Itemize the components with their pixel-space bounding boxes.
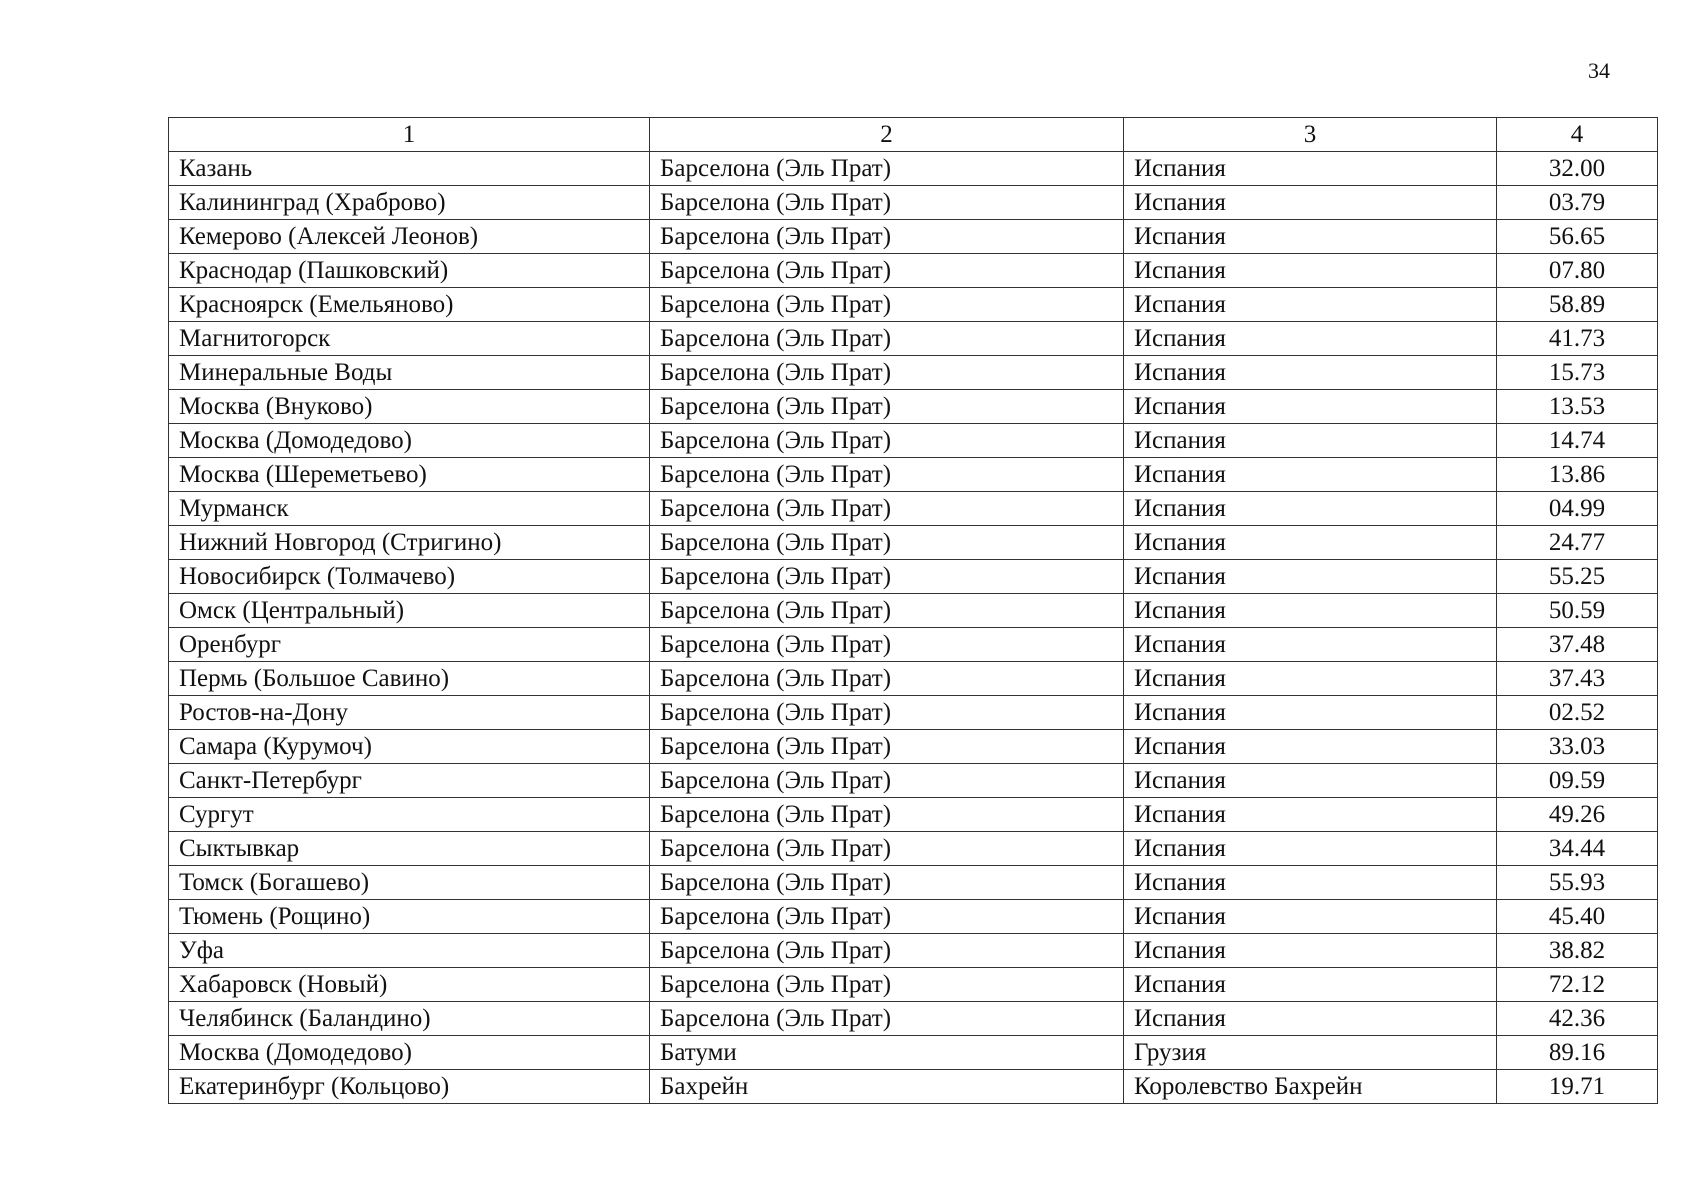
country-cell: Испания: [1124, 390, 1497, 424]
destination-airport-cell: Барселона (Эль Прат): [650, 1002, 1124, 1036]
departure-city-cell: Калининград (Храброво): [169, 186, 650, 220]
departure-city-cell: Казань: [169, 152, 650, 186]
value-cell: 56.65: [1497, 220, 1658, 254]
value-cell: 50.59: [1497, 594, 1658, 628]
table-row: [169, 458, 1658, 492]
country-cell: Испания: [1124, 424, 1497, 458]
column-header-1: 1: [169, 118, 650, 152]
destination-airport-cell: Батуми: [650, 1036, 1124, 1070]
departure-city-cell: Омск (Центральный): [169, 594, 650, 628]
country-cell: Испания: [1124, 560, 1497, 594]
value-cell: 13.53: [1497, 390, 1658, 424]
table-body: [169, 152, 1658, 1104]
departure-city-cell: Пермь (Большое Савино): [169, 662, 650, 696]
country-cell: Испания: [1124, 458, 1497, 492]
value-cell: 37.48: [1497, 628, 1658, 662]
departure-city-cell: Москва (Домодедово): [169, 1036, 650, 1070]
departure-city-cell: Екатеринбург (Кольцово): [169, 1070, 650, 1104]
departure-city-cell: Тюмень (Рощино): [169, 900, 650, 934]
departure-city-cell: Красноярск (Емельяново): [169, 288, 650, 322]
destination-airport-cell: Барселона (Эль Прат): [650, 152, 1124, 186]
destination-airport-cell: Барселона (Эль Прат): [650, 662, 1124, 696]
table-row: [169, 288, 1658, 322]
table-row: [169, 526, 1658, 560]
table-header-row: [169, 118, 1658, 152]
country-cell: Испания: [1124, 696, 1497, 730]
table-row: [169, 390, 1658, 424]
table-row: [169, 356, 1658, 390]
destination-airport-cell: Барселона (Эль Прат): [650, 186, 1124, 220]
table-row: [169, 934, 1658, 968]
value-cell: 41.73: [1497, 322, 1658, 356]
country-cell: Испания: [1124, 798, 1497, 832]
destination-airport-cell: Барселона (Эль Прат): [650, 560, 1124, 594]
departure-city-cell: Самара (Курумоч): [169, 730, 650, 764]
departure-city-cell: Кемерово (Алексей Леонов): [169, 220, 650, 254]
destination-airport-cell: Барселона (Эль Прат): [650, 220, 1124, 254]
value-cell: 38.82: [1497, 934, 1658, 968]
value-cell: 72.12: [1497, 968, 1658, 1002]
table-row: [169, 696, 1658, 730]
value-cell: 09.59: [1497, 764, 1658, 798]
page-number: 34: [1588, 58, 1610, 83]
destination-airport-cell: Барселона (Эль Прат): [650, 798, 1124, 832]
departure-city-cell: Краснодар (Пашковский): [169, 254, 650, 288]
destination-airport-cell: Барселона (Эль Прат): [650, 900, 1124, 934]
destination-airport-cell: Барселона (Эль Прат): [650, 696, 1124, 730]
country-cell: Испания: [1124, 322, 1497, 356]
table-row: [169, 152, 1658, 186]
value-cell: 55.25: [1497, 560, 1658, 594]
country-cell: Испания: [1124, 900, 1497, 934]
column-header-3: 3: [1124, 118, 1497, 152]
destination-airport-cell: Барселона (Эль Прат): [650, 288, 1124, 322]
table-row: [169, 798, 1658, 832]
column-header-2: 2: [650, 118, 1124, 152]
table-row: [169, 628, 1658, 662]
table-row: [169, 220, 1658, 254]
departure-city-cell: Минеральные Воды: [169, 356, 650, 390]
country-cell: Испания: [1124, 832, 1497, 866]
departure-city-cell: Москва (Домодедово): [169, 424, 650, 458]
country-cell: Испания: [1124, 152, 1497, 186]
country-cell: Испания: [1124, 186, 1497, 220]
value-cell: 02.52: [1497, 696, 1658, 730]
table-row: [169, 594, 1658, 628]
table-row: [169, 968, 1658, 1002]
country-cell: Испания: [1124, 968, 1497, 1002]
departure-city-cell: Сургут: [169, 798, 650, 832]
country-cell: Испания: [1124, 730, 1497, 764]
column-header-4: 4: [1497, 118, 1658, 152]
destination-airport-cell: Барселона (Эль Прат): [650, 322, 1124, 356]
value-cell: 42.36: [1497, 1002, 1658, 1036]
departure-city-cell: Сыктывкар: [169, 832, 650, 866]
destination-airport-cell: Барселона (Эль Прат): [650, 866, 1124, 900]
departure-city-cell: Магнитогорск: [169, 322, 650, 356]
value-cell: 14.74: [1497, 424, 1658, 458]
value-cell: 37.43: [1497, 662, 1658, 696]
value-cell: 15.73: [1497, 356, 1658, 390]
value-cell: 49.26: [1497, 798, 1658, 832]
country-cell: Испания: [1124, 764, 1497, 798]
table-row: [169, 1002, 1658, 1036]
country-cell: Испания: [1124, 220, 1497, 254]
table-row: [169, 662, 1658, 696]
table-row: [169, 254, 1658, 288]
value-cell: 07.80: [1497, 254, 1658, 288]
value-cell: 32.00: [1497, 152, 1658, 186]
value-cell: 13.86: [1497, 458, 1658, 492]
country-cell: Испания: [1124, 254, 1497, 288]
value-cell: 45.40: [1497, 900, 1658, 934]
table-row: [169, 832, 1658, 866]
country-cell: Королевство Бахрейн: [1124, 1070, 1497, 1104]
value-cell: 55.93: [1497, 866, 1658, 900]
departure-city-cell: Москва (Шереметьево): [169, 458, 650, 492]
table-row: [169, 1070, 1658, 1104]
table-row: [169, 1036, 1658, 1070]
destination-airport-cell: Барселона (Эль Прат): [650, 526, 1124, 560]
value-cell: 04.99: [1497, 492, 1658, 526]
departure-city-cell: Москва (Внуково): [169, 390, 650, 424]
departure-city-cell: Томск (Богашево): [169, 866, 650, 900]
destination-airport-cell: Барселона (Эль Прат): [650, 934, 1124, 968]
table-row: [169, 424, 1658, 458]
country-cell: Испания: [1124, 628, 1497, 662]
destination-airport-cell: Бахрейн: [650, 1070, 1124, 1104]
departure-city-cell: Мурманск: [169, 492, 650, 526]
destination-airport-cell: Барселона (Эль Прат): [650, 492, 1124, 526]
departure-city-cell: Санкт-Петербург: [169, 764, 650, 798]
destination-airport-cell: Барселона (Эль Прат): [650, 594, 1124, 628]
value-cell: 34.44: [1497, 832, 1658, 866]
departure-city-cell: Уфа: [169, 934, 650, 968]
country-cell: Испания: [1124, 288, 1497, 322]
country-cell: Испания: [1124, 662, 1497, 696]
destination-airport-cell: Барселона (Эль Прат): [650, 832, 1124, 866]
table-row: [169, 866, 1658, 900]
departure-city-cell: Хабаровск (Новый): [169, 968, 650, 1002]
destination-airport-cell: Барселона (Эль Прат): [650, 424, 1124, 458]
destination-airport-cell: Барселона (Эль Прат): [650, 390, 1124, 424]
departure-city-cell: Оренбург: [169, 628, 650, 662]
destination-airport-cell: Барселона (Эль Прат): [650, 628, 1124, 662]
table-row: [169, 322, 1658, 356]
table-row: [169, 900, 1658, 934]
departure-city-cell: Новосибирск (Толмачево): [169, 560, 650, 594]
country-cell: Испания: [1124, 526, 1497, 560]
country-cell: Испания: [1124, 934, 1497, 968]
table-row: [169, 730, 1658, 764]
country-cell: Испания: [1124, 492, 1497, 526]
table-row: [169, 492, 1658, 526]
table-row: [169, 186, 1658, 220]
table-row: [169, 560, 1658, 594]
destination-airport-cell: Барселона (Эль Прат): [650, 764, 1124, 798]
value-cell: 33.03: [1497, 730, 1658, 764]
value-cell: 19.71: [1497, 1070, 1658, 1104]
destination-airport-cell: Барселона (Эль Прат): [650, 458, 1124, 492]
country-cell: Грузия: [1124, 1036, 1497, 1070]
value-cell: 24.77: [1497, 526, 1658, 560]
destination-airport-cell: Барселона (Эль Прат): [650, 254, 1124, 288]
departure-city-cell: Нижний Новгород (Стригино): [169, 526, 650, 560]
value-cell: 58.89: [1497, 288, 1658, 322]
country-cell: Испания: [1124, 1002, 1497, 1036]
country-cell: Испания: [1124, 594, 1497, 628]
value-cell: 03.79: [1497, 186, 1658, 220]
data-table: [168, 117, 1658, 1104]
departure-city-cell: Челябинск (Баландино): [169, 1002, 650, 1036]
destination-airport-cell: Барселона (Эль Прат): [650, 968, 1124, 1002]
destination-airport-cell: Барселона (Эль Прат): [650, 730, 1124, 764]
departure-city-cell: Ростов-на-Дону: [169, 696, 650, 730]
destination-airport-cell: Барселона (Эль Прат): [650, 356, 1124, 390]
table-row: [169, 764, 1658, 798]
country-cell: Испания: [1124, 866, 1497, 900]
value-cell: 89.16: [1497, 1036, 1658, 1070]
country-cell: Испания: [1124, 356, 1497, 390]
